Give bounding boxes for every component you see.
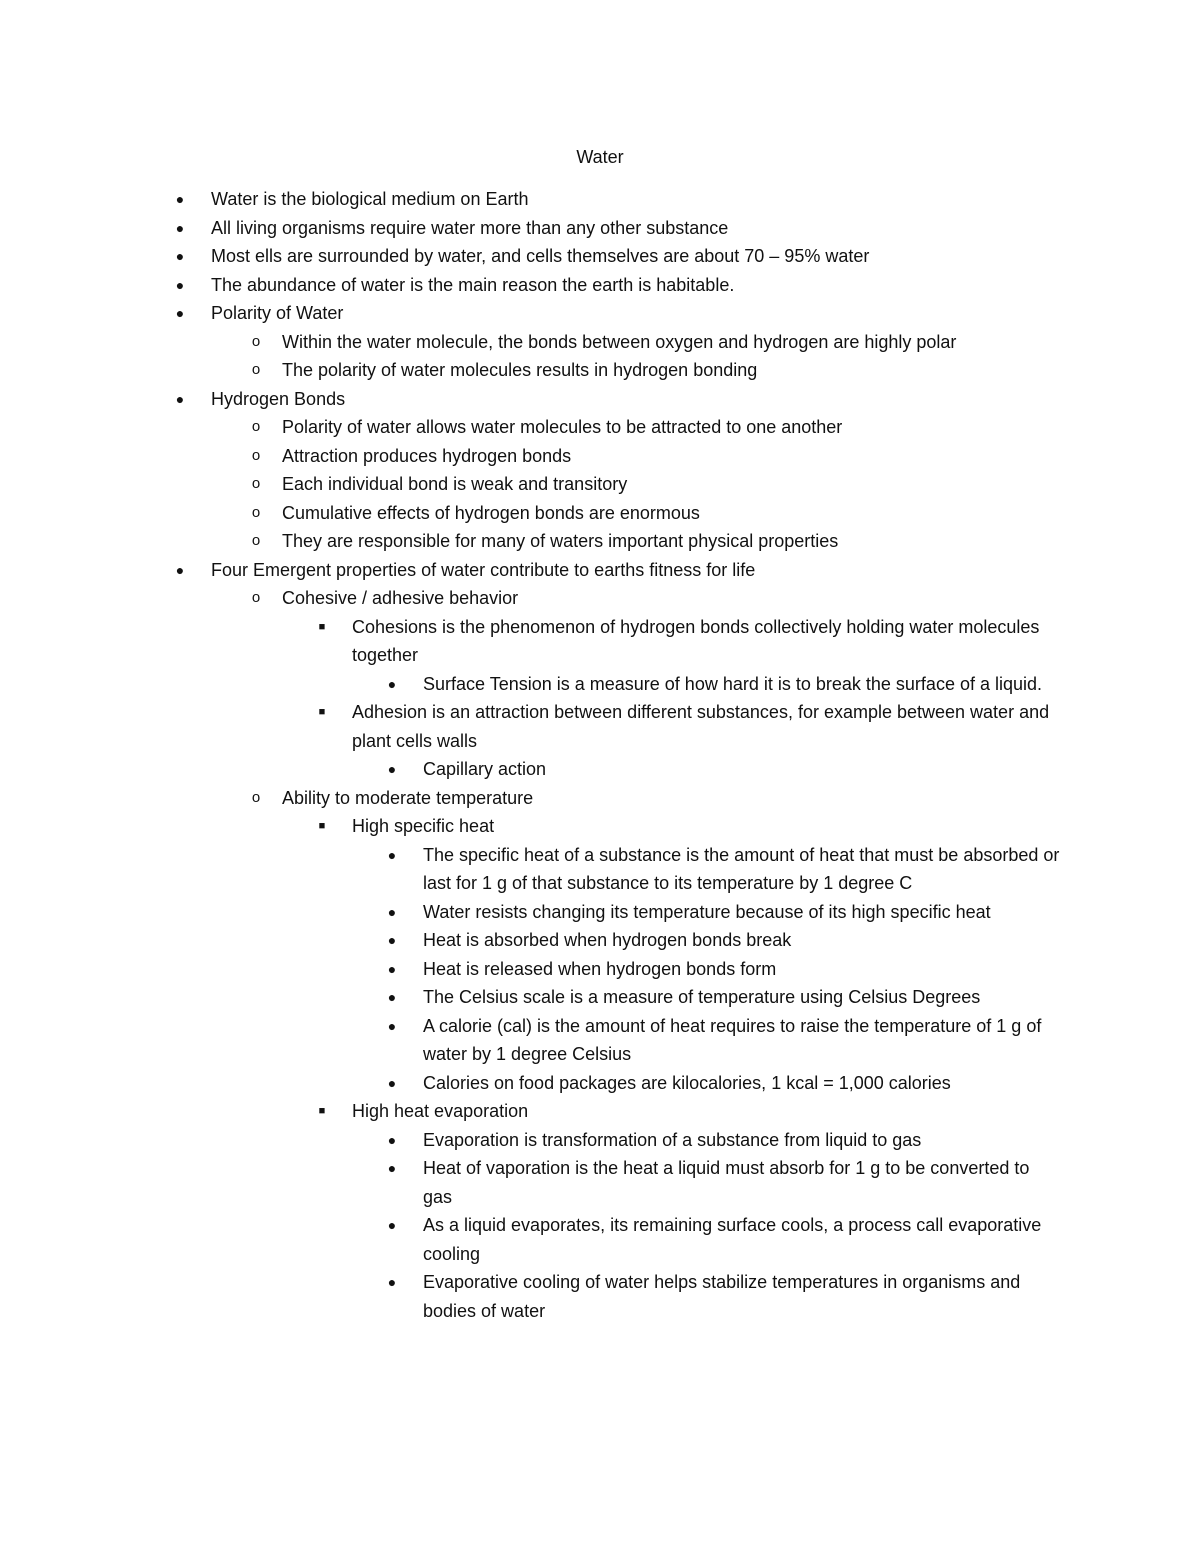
list-item (0, 955, 1063, 984)
list-item (0, 242, 1071, 271)
list-item (0, 1126, 1063, 1155)
list-item-text: Heat is released when hydrogen bonds form (423, 958, 777, 979)
list-item-text: Capillary action (423, 759, 547, 779)
list-item-text: Four Emergent properties of water contribute to earths fitness for life (211, 559, 756, 580)
bullet-icon: ● (387, 846, 397, 863)
list-item-text: Polarity of Water (211, 303, 344, 323)
list-item (0, 670, 1063, 699)
list-item-text: Within the water molecule, the bonds between oxygen and hydrogen are highly polar (282, 331, 957, 352)
list-item (0, 470, 1062, 499)
bullet-icon: ● (387, 1017, 397, 1034)
list-item (0, 698, 1052, 755)
list-item (0, 898, 1063, 927)
bullet-icon: ● (387, 1160, 397, 1176)
circle-bullet-icon: o (251, 332, 261, 350)
bullet-icon: ● (175, 561, 185, 578)
list-item (0, 1268, 1063, 1325)
list-item (0, 755, 1063, 784)
list-item (0, 1154, 1063, 1211)
list-item-text: The Celsius scale is a measure of temperature using Celsius Degrees (423, 987, 981, 1007)
bullet-icon: ● (387, 989, 397, 1005)
list-item (0, 926, 1063, 955)
list-item-text: Ability to moderate temperature (282, 787, 534, 808)
circle-bullet-icon: o (251, 532, 261, 549)
bullet-icon: ● (175, 276, 185, 293)
list-item (0, 1012, 1063, 1069)
square-bullet-icon: ■ (318, 706, 326, 718)
list-item-text: Evaporation is transformation of a substance from liquid to gas (423, 1129, 922, 1150)
list-item-text: Cumulative effects of hydrogen bonds are enormous (282, 502, 700, 523)
bullet-list (0, 185, 1200, 1325)
list-item (0, 442, 1062, 471)
list-item (0, 556, 1071, 585)
bullet-icon: ● (387, 903, 397, 920)
list-item (0, 385, 1071, 414)
bullet-icon: ● (387, 960, 397, 977)
list-item (0, 499, 1062, 528)
list-item-text: They are responsible for many of waters important physical properties (282, 531, 839, 551)
bullet-icon: ● (387, 932, 397, 948)
list-item-text: Cohesions is the phenomenon of hydrogen bonds collectively holding water molecules together (352, 616, 1040, 665)
bullet-icon: ● (175, 191, 185, 207)
list-item-text: Surface Tension is a measure of how hard it is to break the surface of a liquid. (423, 673, 1043, 694)
list-item-text: Heat is absorbed when hydrogen bonds break (423, 930, 792, 950)
bullet-icon: ● (175, 305, 185, 321)
list-item-text: A calorie (cal) is the amount of heat requires to raise the temperature of 1 g of water by 1 degree Celsius (423, 1015, 1042, 1064)
bullet-icon: ● (387, 1217, 397, 1233)
list-item-text: The abundance of water is the main reason the earth is habitable. (211, 274, 735, 295)
circle-bullet-icon: o (251, 418, 261, 435)
circle-bullet-icon: o (251, 589, 261, 606)
list-item (0, 1211, 1063, 1268)
list-item-text: Cohesive / adhesive behavior (282, 588, 519, 608)
square-bullet-icon: ■ (318, 820, 326, 832)
list-item-text: High specific heat (352, 816, 495, 836)
list-item-text: The specific heat of a substance is the amount of heat that must be absorbed or last for 1 g of that substance to its temperature by 1 degree C (423, 844, 1060, 893)
circle-bullet-icon: o (251, 361, 261, 378)
list-item (0, 1069, 1063, 1098)
list-item (0, 328, 1062, 357)
bullet-icon: ● (387, 675, 397, 692)
list-item-text: Each individual bond is weak and transitory (282, 474, 628, 494)
list-item (0, 527, 1062, 556)
list-item-text: Heat of vaporation is the heat a liquid must absorb for 1 g to be converted to gas (423, 1158, 1030, 1207)
list-item (0, 1097, 1052, 1126)
bullet-icon: ● (387, 1131, 397, 1148)
square-bullet-icon: ■ (318, 1105, 326, 1117)
list-item-text: Attraction produces hydrogen bonds (282, 445, 572, 466)
bullet-icon: ● (175, 390, 185, 407)
circle-bullet-icon: o (251, 446, 261, 464)
list-item-text: Water is the biological medium on Earth (211, 189, 529, 209)
list-item-text: Polarity of water allows water molecules to be attracted to one another (282, 417, 843, 437)
list-item-text: Adhesion is an attraction between different substances, for example between water and plant cells walls (352, 702, 1050, 751)
list-item-text: Most ells are surrounded by water, and cells themselves are about 70 – 95% water (211, 246, 870, 266)
list-item (0, 613, 1052, 670)
list-item (0, 584, 1062, 613)
bullet-icon: ● (387, 761, 397, 777)
bullet-icon: ● (175, 248, 185, 264)
list-item (0, 812, 1052, 841)
list-item (0, 185, 1071, 214)
list-item (0, 356, 1062, 385)
bullet-icon: ● (387, 1074, 397, 1091)
list-item (0, 271, 1071, 300)
circle-bullet-icon: o (251, 503, 261, 521)
list-item-text: High heat evaporation (352, 1101, 529, 1121)
document-title: Water (576, 147, 624, 167)
list-item (0, 841, 1063, 898)
list-item (0, 413, 1062, 442)
list-item-text: The polarity of water molecules results in hydrogen bonding (282, 360, 758, 380)
list-item-text: All living organisms require water more than any other substance (211, 217, 729, 238)
list-item (0, 214, 1071, 243)
bullet-icon: ● (175, 219, 185, 236)
list-item-text: As a liquid evaporates, its remaining surface cools, a process call evaporative cooling (423, 1215, 1042, 1264)
list-item (0, 983, 1063, 1012)
list-item (0, 784, 1062, 813)
square-bullet-icon: ■ (318, 620, 326, 633)
bullet-icon: ● (387, 1274, 397, 1290)
list-item-text: Hydrogen Bonds (211, 388, 346, 409)
list-item-text: Evaporative cooling of water helps stabilize temperatures in organisms and bodies of water (423, 1272, 1021, 1321)
list-item-text: Water resists changing its temperature because of its high specific heat (423, 901, 991, 922)
list-item (0, 299, 1071, 328)
circle-bullet-icon: o (251, 788, 261, 806)
list-item-text: Calories on food packages are kilocalories, 1 kcal = 1,000 calories (423, 1072, 951, 1093)
circle-bullet-icon: o (251, 475, 261, 492)
